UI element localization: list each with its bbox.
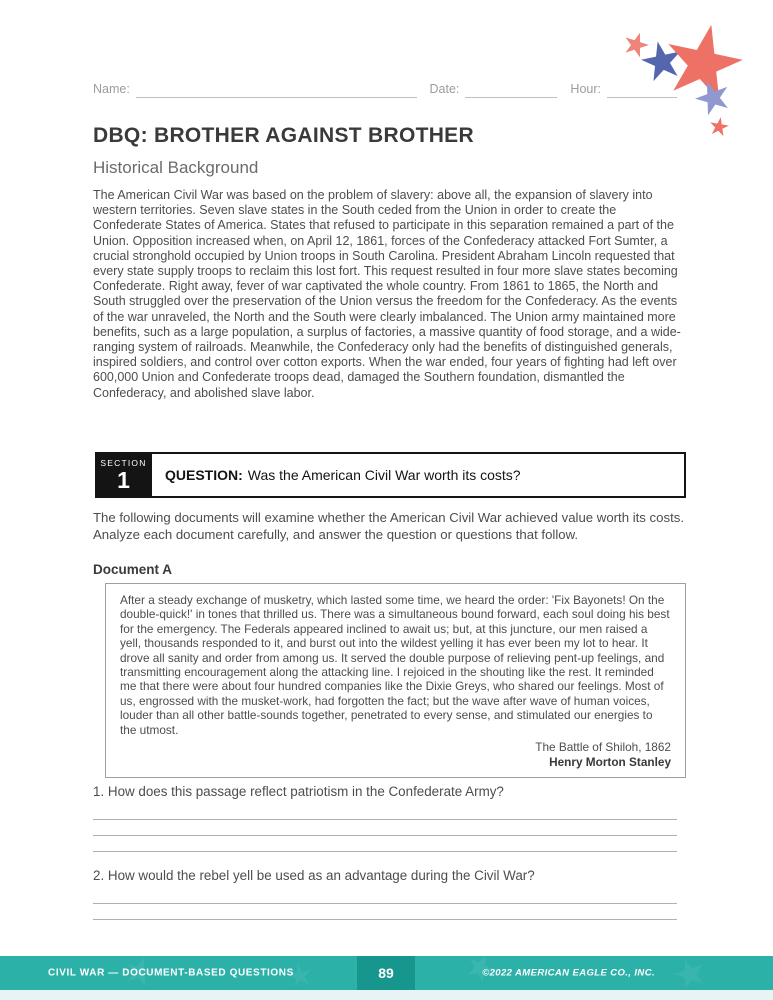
question-2-answer-area xyxy=(93,888,677,920)
footer-bottom-strip xyxy=(0,990,773,1000)
question-1-text xyxy=(93,784,677,799)
hour-field[interactable] xyxy=(607,82,677,98)
footer-copyright: ©2022 AMERICAN EAGLE CO., INC. xyxy=(482,967,655,979)
page-title: DBQ: BROTHER AGAINST BROTHER xyxy=(93,124,474,147)
historical-background-heading: Historical Background xyxy=(93,158,259,177)
question-2-block xyxy=(93,868,677,920)
answer-line[interactable] xyxy=(93,904,677,920)
question-text: How would the rebel yell be used as an advantage during the Civil War? xyxy=(107,868,535,883)
question-number: 1. xyxy=(93,784,105,799)
section-badge xyxy=(95,452,152,498)
star-icon xyxy=(708,116,730,137)
name-field[interactable] xyxy=(136,82,417,98)
hour-label: Hour: xyxy=(570,82,601,96)
question-number: 2. xyxy=(93,868,105,883)
answer-line[interactable] xyxy=(93,820,677,836)
footer-bar xyxy=(0,956,773,990)
date-field[interactable] xyxy=(465,82,557,98)
intro-text: The following documents will examine whether the American Civil War achieved value worth its costs. Analyze each document carefully, and answer the question or questions that follow. xyxy=(93,510,685,542)
star-icon xyxy=(621,29,652,59)
footer-series-title: CIVIL WAR — DOCUMENT-BASED QUESTIONS xyxy=(48,967,294,979)
document-a-box xyxy=(105,583,686,778)
document-a-author: Henry Morton Stanley xyxy=(549,755,671,770)
answer-line[interactable] xyxy=(93,836,677,852)
question-1-answer-area xyxy=(93,804,677,852)
page-number-badge: 89 xyxy=(357,956,415,990)
section-badge-number: 1 xyxy=(117,467,130,493)
document-a-source: The Battle of Shiloh, 1862 xyxy=(535,740,671,755)
answer-line[interactable] xyxy=(93,804,677,820)
section-question xyxy=(165,467,521,483)
question-2-text xyxy=(93,868,677,883)
answer-line[interactable] xyxy=(93,888,677,904)
document-a-heading: Document A xyxy=(93,562,173,577)
question-1-block xyxy=(93,784,677,852)
question-label: QUESTION: xyxy=(165,467,243,483)
name-label: Name: xyxy=(93,82,130,96)
historical-background-text: The American Civil War was based on the problem of slavery: above all, the expansion of slavery into western territories. Seven slave states in the South ceded from the Union in order to create the Confederate States of America. States that refused to participate in this separation remained a part of the Union. Opposition increased when, on April 12, 1861, forces of the Confederacy attacked Fort Sumter, a crucial stronghold occupied by Union troops in South Carolina. President Abraham Lincoln requested that every state supply troops to reclaim this lost fort. This request resulted in four more slave states becoming Confederate. Right away, fever of war captivated the whole country. From 1861 to 1865, the North and South struggled over the preservation of the Union versus the freedom for the Confederacy. As the events of the war unraveled, the North and the South were clearly imbalanced. The Union army maintained more benefits, such as a large population, a surplus of factories, a massive quantity of food storage, and a wide-ranging system of railroads. Meanwhile, the Confederacy only had the benefits of distinguished generals, inspired soldiers, and control over cotton exports. When the war ended, four years of fighting had left over 600,000 Union and Confederate troops dead, damaged the Southern foundation, dismantled the Confederacy, and abolished slave labor. xyxy=(93,188,681,400)
document-a-quote: After a steady exchange of musketry, which lasted some time, we heard the order: 'Fix Bayonets! On the double-quick!' in tones that thrilled us. There was a simultaneous bound forward, each soul doing his best for the emergency. The Federals appeared inclined to await us; but, at this juncture, our men raised a yell, thousands responded to it, and burst out into the wildest yelling it has ever been my lot to hear. It drove all sanity and order from among us. It served the double purpose of relieving pent-up feelings, and transmitting encouragement along the attacking line. I rejoiced in the shouting like the rest. It reminded me that there were about four hundred companies like the Dixie Greys, who shared our feelings. Most of us, engrossed with the musket-work, had forgotten the fact; but the wave after wave of human voices, louder than all other battle-sounds together, penetrated to every sense, and stimulated our energies to the utmost. xyxy=(120,593,670,737)
section-banner xyxy=(95,452,686,498)
name-date-hour-row xyxy=(93,82,677,98)
date-label: Date: xyxy=(429,82,460,96)
section-question-text: Was the American Civil War worth its costs? xyxy=(247,467,521,483)
question-text: How does this passage reflect patriotism in the Confederate Army? xyxy=(107,784,504,799)
section-badge-label: SECTION xyxy=(100,458,147,468)
